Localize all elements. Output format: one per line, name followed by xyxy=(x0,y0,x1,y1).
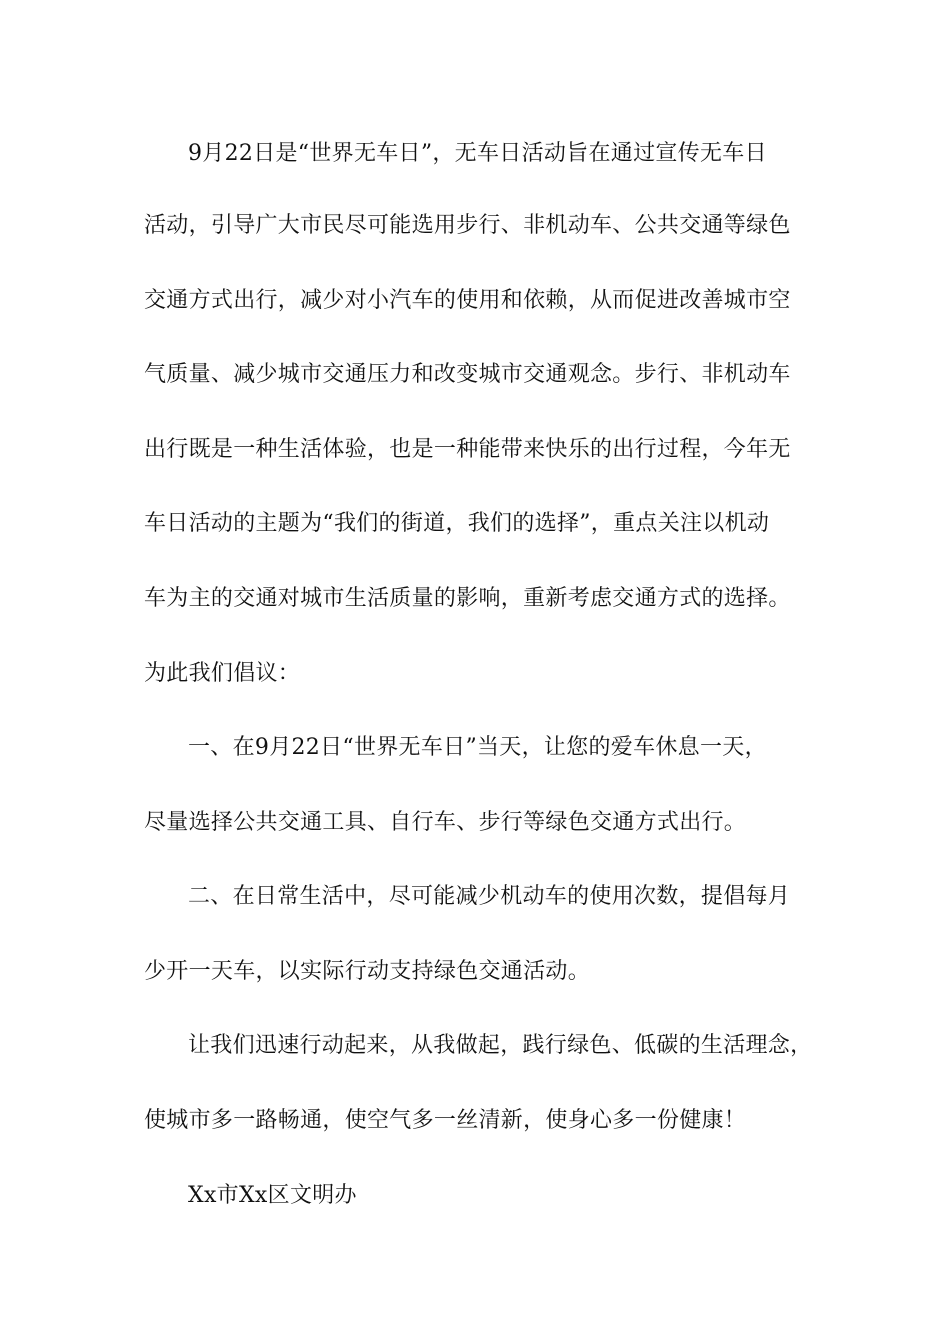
proposal-1-line-1: 一、在9月22日“世界无车日”当天，让您的爱车休息一天， xyxy=(188,735,767,760)
paragraph-1-line-1: 9月22日是“世界无车日”，无车日活动旨在通过宣传无车日 xyxy=(188,141,767,166)
paragraph-1-line-3: 交通方式出行，减少对小汽车的使用和依赖，从而促进改善城市空 xyxy=(144,288,791,313)
proposal-1-line-2: 尽量选择公共交通工具、自行车、步行等绿色交通方式出行。 xyxy=(144,810,747,835)
paragraph-1-line-8: 为此我们倡议： xyxy=(144,661,301,686)
paragraph-1-line-6: 车日活动的主题为“我们的街道，我们的选择”，重点关注以机动 xyxy=(144,511,770,536)
closing-line-2: 使城市多一路畅通，使空气多一丝清新，使身心多一份健康！ xyxy=(144,1108,747,1133)
closing-line-1: 让我们迅速行动起来，从我做起，践行绿色、低碳的生活理念， xyxy=(188,1033,813,1058)
paragraph-1-line-2: 活动，引导广大市民尽可能选用步行、非机动车、公共交通等绿色 xyxy=(144,213,791,238)
paragraph-1-line-7: 车为主的交通对城市生活质量的影响，重新考虑交通方式的选择。 xyxy=(144,586,791,611)
proposal-2-line-2: 少开一天车，以实际行动支持绿色交通活动。 xyxy=(144,959,591,984)
paragraph-1-line-5: 出行既是一种生活体验，也是一种能带来快乐的出行过程，今年无 xyxy=(144,437,791,462)
proposal-2-line-1: 二、在日常生活中，尽可能减少机动车的使用次数，提倡每月 xyxy=(188,884,791,909)
paragraph-1-line-4: 气质量、减少城市交通压力和改变城市交通观念。步行、非机动车 xyxy=(144,362,791,387)
signature: Xx市Xx区文明办 xyxy=(188,1183,357,1208)
